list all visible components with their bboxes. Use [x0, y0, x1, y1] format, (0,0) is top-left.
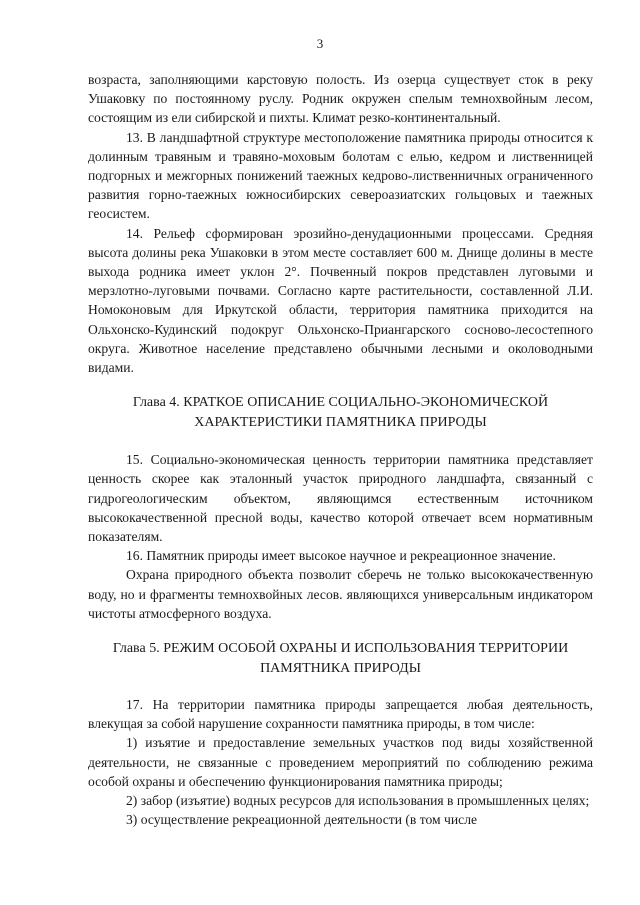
chapter-5-heading-line-1: Глава 5. РЕЖИМ ОСОБОЙ ОХРАНЫ И ИСПОЛЬЗОВАНИЯ ТЕРРИТОРИИ [112, 641, 569, 657]
paragraph-15: 15. Социально-экономическая ценность территории памятника представляет ценность скорее как эталонный участок природного ландшафта, связанный с гидрогеологическим объектом, являющимся естественным источником высококачественной пресной воды, качество которой отвечает всем нормативным показателям. [88, 452, 593, 545]
chapter-5-heading-line-2: ПАМЯТНИКА ПРИРОДЫ [260, 660, 421, 676]
paragraph-continuation: возраста, заполняющими карстовую полость. Из озерца существует сток в реку Ушаковку по постоянному руслу. Родник окружен спелым темнохвойным лесом, состоящим из ели сибирской и пихты. Климат резко-континентальный. [88, 72, 593, 126]
chapter-5-heading [88, 639, 593, 678]
chapter-4-heading [88, 393, 593, 432]
paragraph-16: 16. Памятник природы имеет высокое научное и рекреационное значение. [126, 548, 556, 564]
chapter-4-heading-line-2: ХАРАКТЕРИСТИКИ ПАМЯТНИКА ПРИРОДЫ [194, 414, 487, 430]
paragraph-protection: Охрана природного объекта позволит сберечь не только высококачественную воду, но и фрагменты темнохвойных лесов. являющихся универсальным индикатором чистоты атмосферного воздуха. [88, 567, 593, 621]
page-content [88, 70, 593, 830]
list-item-3: 3) осуществление рекреационной деятельности (в том числе [126, 812, 478, 828]
list-item-1: 1) изъятие и предоставление земельных участков под виды хозяйственной деятельности, не связанные с проведением мероприятий по соблюдению режима особой охраны и обеспечению функционирования памятника природы; [88, 735, 593, 789]
paragraph-14: 14. Рельеф сформирован эрозийно-денудационными процессами. Средняя высота долины река Ушаковки в этом месте составляет 600 м. Днище долины в месте выхода родника имеет уклон 2°. Почвенный покров представлен луговыми и мерзлотно-луговыми почвами. Согласно карте растительности, составленной Л.И. Номоконовым для Иркутской области, территория памятника приходится на Ольхонско-Кудинский подокруг Ольхонско-Приангарского сосново-лесостепного округа. Животное население представлено обычными лесными и околоводными видами. [88, 225, 593, 376]
paragraph-17: 17. На территории памятника природы запрещается любая деятельность, влекущая за собой нарушение сохранности памятника природы, в том числе: [88, 697, 593, 732]
chapter-4-heading-line-1: Глава 4. КРАТКОЕ ОПИСАНИЕ СОЦИАЛЬНО-ЭКОНОМИЧЕСКОЙ [132, 395, 549, 411]
list-item-2: 2) забор (изъятие) водных ресурсов для использования в промышленных целях; [126, 793, 590, 809]
page-number: 3 [316, 36, 324, 51]
paragraph-13: 13. В ландшафтной структуре местоположение памятника природы относится к долинным травяным и травяно-моховым болотам с елью, кедром и лиственницей подгорных и межгорных понижений таежных кедрово-лиственничных ограниченного развития горно-таежных южносибирских североазиатских гольцовых и таежных геосистем. [88, 129, 593, 222]
